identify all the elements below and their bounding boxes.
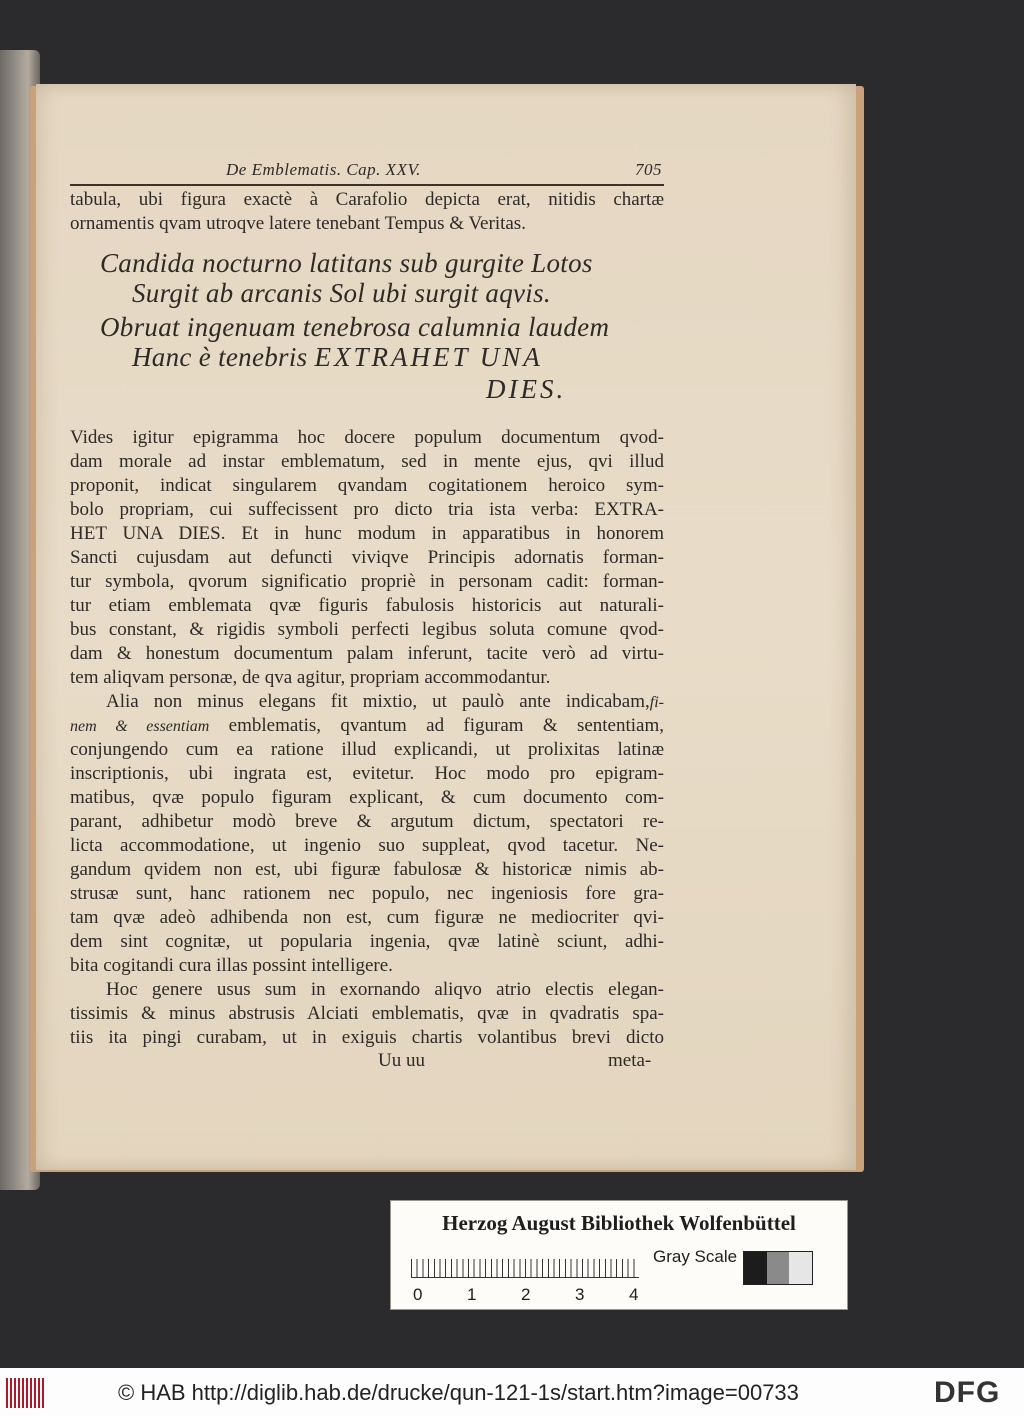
poem-line: Obruat ingenuam tenebrosa calumnia laudem <box>100 312 610 342</box>
text-line: HET UNA DIES. Et in hunc modum in apparatibus in honorem <box>70 523 664 544</box>
text-line: bolo propriam, cui suffecissent pro dicto tria ista verba: EXTRA- <box>70 499 664 520</box>
text-line <box>106 690 664 715</box>
gray-scale-label: Gray Scale <box>653 1247 738 1266</box>
text-line: matibus, qvæ populo figuram explicant, & cum documento com- <box>70 787 664 808</box>
page-number: 705 <box>635 160 662 179</box>
library-scale-card <box>390 1200 848 1310</box>
text-line: Hoc genere usus sum in exornando aliqvo atrio electis elegan- <box>106 979 664 1000</box>
poem-line-lead: Hanc è tenebris <box>132 342 308 372</box>
text-fragment: emblematis, qvantum ad figuram & sententiam, <box>228 715 665 736</box>
text-line: ornamentis qvam utroqve latere tenebant Tempus & Veritas. <box>70 213 526 234</box>
text-line: Sancti cujusdam aut defuncti viviqve Principis adornatis forman- <box>70 547 664 568</box>
text-line: dem sint cognitæ, ut popularia ingenia, qvæ latinè sciunt, adhi- <box>70 931 664 952</box>
poem-line: Surgit ab arcanis Sol ubi surgit aqvis. <box>132 278 551 308</box>
text-line: bus constant, & rigidis symboli perfecti legibus soluta comune qvod- <box>70 619 664 640</box>
text-line: strusæ sunt, hanc rationem nec populo, nec ingeniosis fore gra- <box>70 883 664 904</box>
signature-mark: Uu uu <box>378 1050 425 1071</box>
text-line: tabula, ubi figura exactè à Carafolio depicta erat, nitidis chartæ <box>70 189 664 210</box>
dfg-logo: DFG <box>934 1376 1001 1409</box>
poem-line: DIES. <box>486 374 567 404</box>
text-line: tur etiam emblemata qvæ figuris fabulosis historicis aut naturali- <box>70 595 664 616</box>
ruler-number: 2 <box>521 1285 531 1304</box>
text-line: dam & honestum documentum palam inferunt, tacite verò ad virtu- <box>70 643 664 664</box>
text-fragment: Alia non minus elegans fit mixtio, ut paulò ante indicabam, <box>106 691 650 712</box>
library-title: Herzog August Bibliothek Wolfenbüttel <box>442 1211 796 1235</box>
gray-scale-swatches <box>743 1251 813 1285</box>
gray-swatch-light <box>789 1252 812 1284</box>
poem-line <box>132 342 543 372</box>
text-line: proponit, indicat singularem qvandam cogitationem heroico sym- <box>70 475 664 496</box>
gray-swatch-dark <box>744 1252 767 1284</box>
italic-fragment: fi- <box>649 694 664 711</box>
poem-line: Candida nocturno latitans sub gurgite Lotos <box>100 248 593 278</box>
ruler-number: 1 <box>467 1285 477 1304</box>
text-line: gandum qvidem non est, ubi figuræ fabulosæ & historicæ nimis ab- <box>70 859 664 880</box>
poem-line-caps: EXTRAHET UNA <box>314 342 543 372</box>
header-rule <box>70 184 664 186</box>
ruler-number: 3 <box>575 1285 585 1304</box>
text-line: licta accommodatione, ut ingenio suo suppleat, qvod tacetur. Ne- <box>70 835 664 856</box>
italic-fragment: nem & essentiam <box>70 718 210 735</box>
text-line: conjungendo cum ea ratione illud explicandi, ut prolixitas latinæ <box>70 739 664 760</box>
copyright-link[interactable]: © HAB http://diglib.hab.de/drucke/qun-121-1s/start.htm?image=00733 <box>118 1380 799 1405</box>
ruler-number: 4 <box>629 1285 639 1304</box>
text-line: bita cogitandi cura illas possint intelligere. <box>70 955 393 976</box>
text-line: tem aliqvam personæ, de qva agitur, propriam accommodantur. <box>70 667 551 688</box>
barcode-icon <box>6 1378 46 1408</box>
text-line: tur symbola, qvorum significatio propriè in personam cadit: forman- <box>70 571 664 592</box>
page-header <box>226 160 662 186</box>
catchword: meta- <box>608 1050 652 1071</box>
text-line <box>70 714 664 739</box>
text-line: dam morale ad instar emblematum, sed in mente ejus, qvi illud <box>70 451 664 472</box>
book-page <box>36 84 856 1170</box>
text-line: inscriptionis, ubi ingrata est, evitetur. Hoc modo pro epigram- <box>70 763 664 784</box>
text-line: Vides igitur epigramma hoc docere populum documentum qvod- <box>70 427 664 448</box>
text-line: tam qvæ adeò adhibenda non est, cum figuræ ne mediocriter qvi- <box>70 907 664 928</box>
viewer-footer <box>0 1368 1024 1416</box>
text-line: tissimis & minus abstrusis Alciati emblematis, qvæ in qvadratis spa- <box>70 1003 664 1024</box>
ruler-number: 0 <box>413 1285 423 1304</box>
running-head: De Emblematis. Cap. XXV. <box>226 160 421 179</box>
text-line: parant, adhibetur modò breve & argutum dictum, spectatori re- <box>70 811 664 832</box>
gray-swatch-mid <box>767 1252 790 1284</box>
measurement-ruler <box>411 1247 639 1278</box>
text-line: tiis ita pingi curabam, ut in exiguis chartis volantibus brevi dicto <box>70 1027 664 1048</box>
